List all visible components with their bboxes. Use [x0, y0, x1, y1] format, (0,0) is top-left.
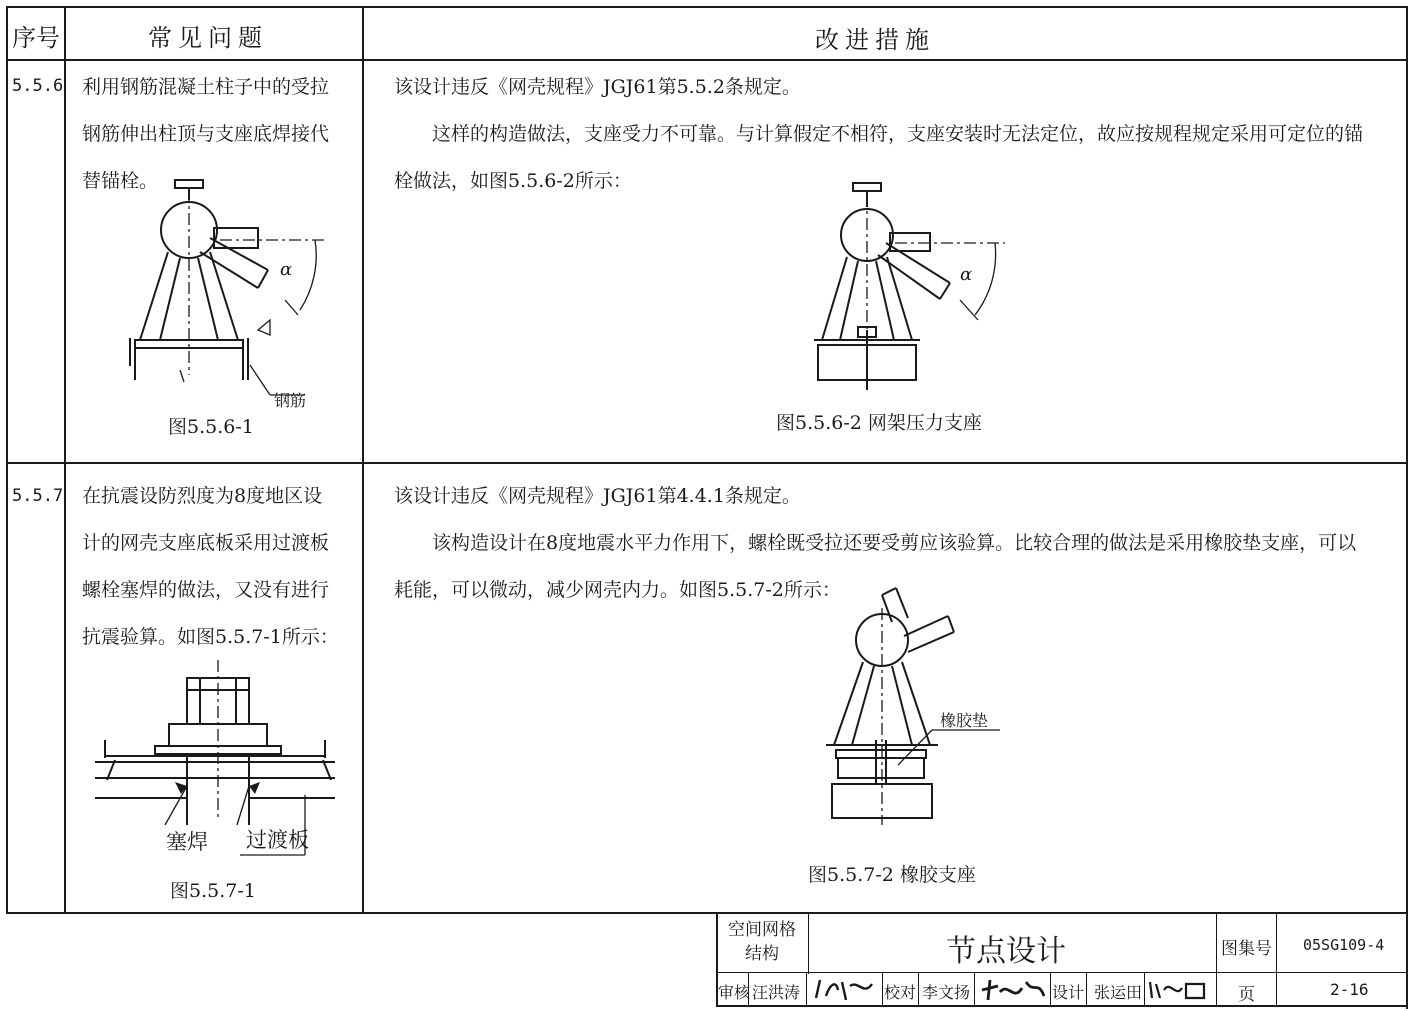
designer-name: 张运田	[1094, 983, 1143, 1002]
reviewer-signature	[812, 976, 878, 1004]
header-col-problem: 常见问题	[148, 24, 268, 52]
fix-line: 栓做法，如图5.5.6-2所示：	[394, 170, 632, 192]
reviewer-name: 汪洪涛	[752, 983, 801, 1002]
problem-line: 计的网壳支座底板采用过渡板	[82, 532, 330, 554]
row-557-problem	[82, 473, 357, 661]
figure-556-2	[800, 175, 1030, 390]
figure-557-1-weld-label: 塞焊	[166, 830, 208, 854]
figure-556-2-caption: 图5.5.6-2 网架压力支座	[776, 412, 982, 434]
problem-line: 抗震验算。如图5.5.7-1所示：	[82, 626, 339, 648]
checker-signature	[978, 976, 1048, 1004]
problem-line: 替锚栓。	[82, 170, 159, 192]
row-557-number: 5.5.7	[12, 486, 64, 506]
check-label: 校对	[884, 983, 917, 1002]
svg-text:α: α	[280, 259, 293, 280]
figure-556-1-caption: 图5.5.6-1	[168, 416, 254, 438]
checker-name: 李文扬	[922, 983, 971, 1002]
atlas-no: 05SG109-4	[1303, 936, 1385, 954]
designer-signature	[1146, 976, 1214, 1004]
svg-text:α: α	[960, 264, 973, 285]
problem-line: 螺栓塞焊的做法，又没有进行	[82, 579, 330, 601]
fix-line: 耗能，可以微动，减少网壳内力。如图5.5.7-2所示：	[394, 579, 841, 601]
fix-line: 该设计违反《网壳规程》JGJ61第4.4.1条规定。	[394, 485, 801, 507]
page-number: 2-16	[1330, 980, 1369, 999]
review-label: 审核	[718, 983, 751, 1002]
problem-line: 钢筋伸出柱顶与支座底焊接代	[82, 123, 330, 145]
drawing-title: 节点设计	[946, 934, 1066, 969]
figure-557-2-label: 橡胶垫	[940, 711, 989, 730]
title-block-category: 空间网格结构	[728, 920, 796, 964]
figure-556-1-label: 钢筋	[274, 391, 307, 410]
problem-line: 在抗震设防烈度为8度地区设	[82, 485, 323, 507]
design-label: 设计	[1052, 983, 1085, 1002]
figure-557-1-caption: 图5.5.7-1	[170, 880, 256, 902]
figure-557-2-caption: 图5.5.7-2 橡胶支座	[808, 864, 976, 886]
fix-line: 该构造设计在8度地震水平力作用下，螺栓既受拉还要受剪应该验算。比较合理的做法是采用橡胶垫支座，可以	[432, 532, 1357, 554]
page-label: 页	[1238, 985, 1255, 1005]
header-col-fix: 改进措施	[815, 26, 935, 54]
atlas-no-label: 图集号	[1221, 939, 1272, 959]
figure-557-1-plate-label: 过渡板	[246, 828, 309, 852]
figure-557-2	[820, 580, 1040, 830]
fix-line: 这样的构造做法，支座受力不可靠。与计算假定不相符，支座安装时无法定位，故应按规程规定采用可定位的锚	[432, 123, 1364, 145]
problem-line: 利用钢筋混凝土柱子中的受拉	[82, 76, 330, 98]
header-col-no: 序号	[12, 24, 60, 52]
row-556-number: 5.5.6	[12, 76, 64, 96]
fix-line: 该设计违反《网壳规程》JGJ61第5.5.2条规定。	[394, 76, 801, 98]
figure-556-1	[120, 170, 360, 420]
